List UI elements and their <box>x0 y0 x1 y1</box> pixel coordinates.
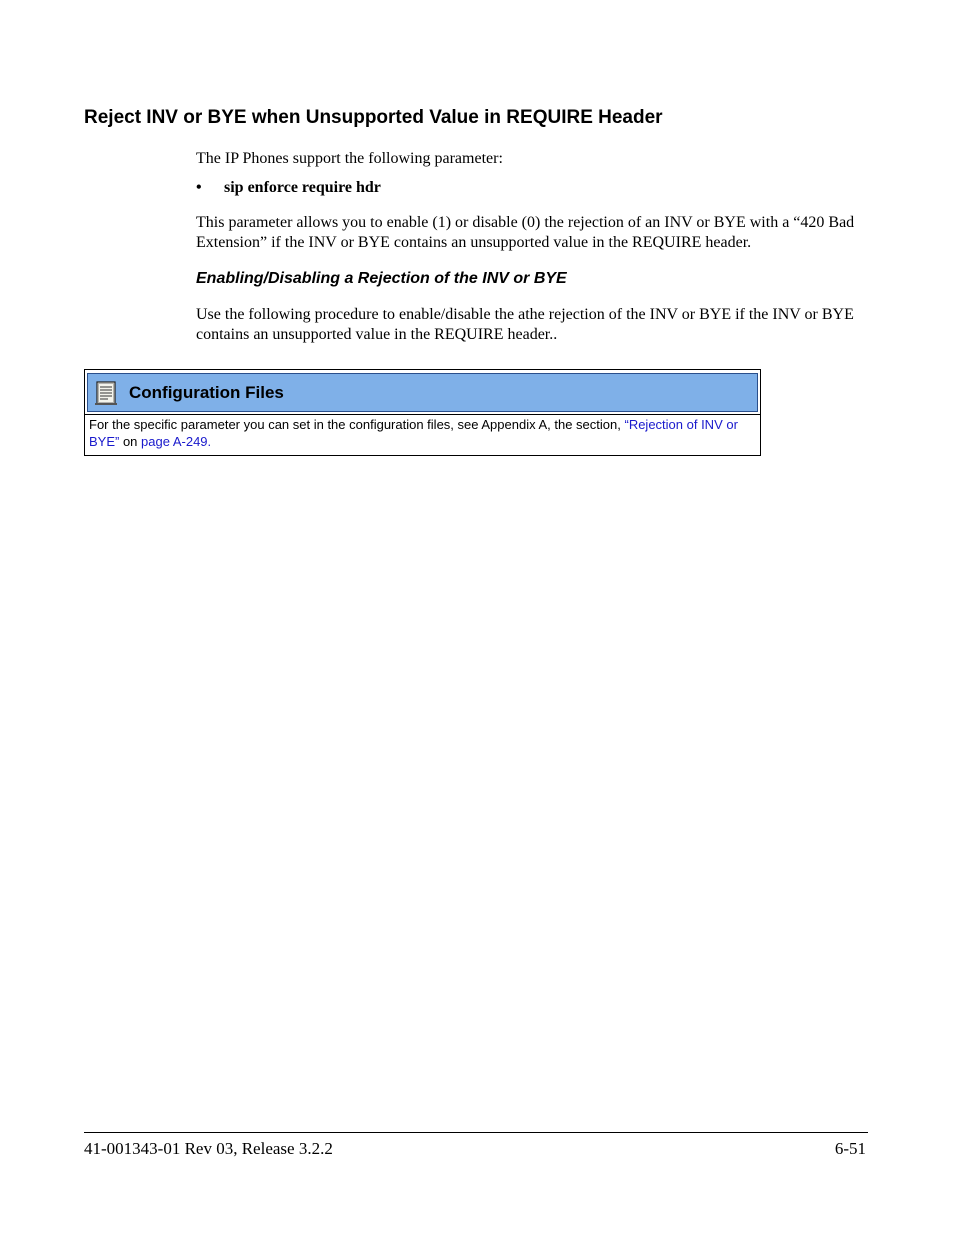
configuration-box-divider <box>85 414 760 415</box>
rejection-section-link[interactable]: “Rejection of INV or BYE” <box>89 417 738 449</box>
configuration-files-text <box>89 416 754 450</box>
parameter-description: This parameter allows you to enable (1) or disable (0) the rejection of an INV or BYE with a “420 Bad Extension” if the INV or BYE contains an unsupported value in the REQUIRE header. <box>196 214 855 251</box>
config-text-middle: on <box>119 434 142 449</box>
config-text-after: . <box>207 434 212 449</box>
footer-rule <box>84 1132 868 1133</box>
procedure-paragraph: Use the following procedure to enable/disable the athe rejection of the INV or BYE if the INV or BYE contains an unsupported value in the REQUIRE header.. <box>196 306 854 343</box>
config-text-before: For the specific parameter you can set in the configuration files, see Appendix A, the section, <box>89 417 625 432</box>
configuration-files-header <box>87 373 758 412</box>
footer-document-id: 41-001343-01 Rev 03, Release 3.2.2 <box>84 1139 333 1158</box>
parameter-name: sip enforce require hdr <box>224 179 381 196</box>
bullet-symbol: • <box>196 179 202 196</box>
procedure-subheading: Enabling/Disabling a Rejection of the INV or BYE <box>196 270 567 287</box>
footer-page-number: 6-51 <box>834 1139 866 1158</box>
section-heading: Reject INV or BYE when Unsupported Value in REQUIRE Header <box>84 107 663 128</box>
document-notes-icon <box>94 381 118 406</box>
intro-paragraph: The IP Phones support the following parameter: <box>196 150 503 167</box>
configuration-files-box <box>84 369 761 456</box>
page-reference-link[interactable]: page A-249 <box>141 434 208 449</box>
configuration-files-title: Configuration Files <box>129 383 284 402</box>
